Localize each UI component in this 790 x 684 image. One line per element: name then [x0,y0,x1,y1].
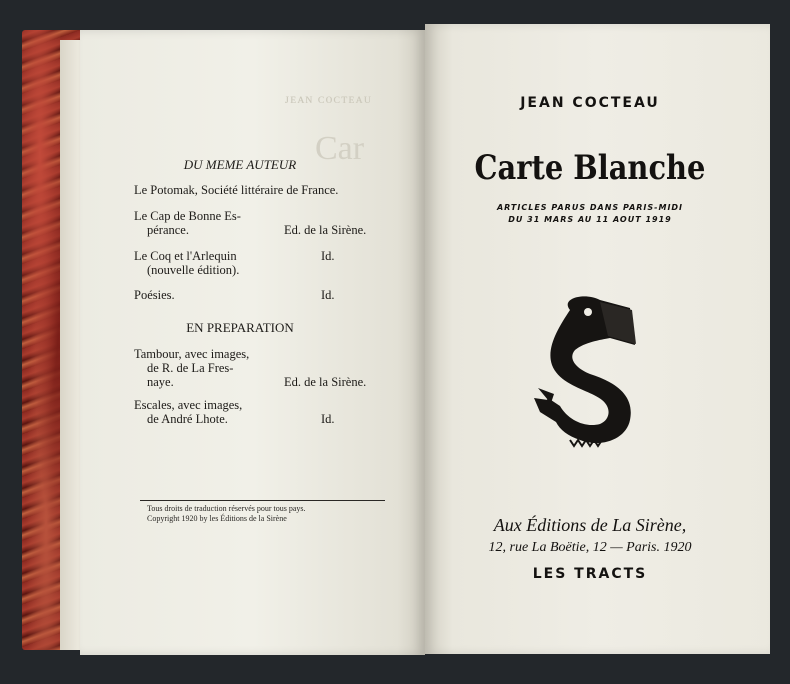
work-title-1: Le Potomak, Société littéraire de France. [134,183,339,197]
work-publisher-3: Id. [321,249,335,263]
rights-note-2: Copyright 1920 by les Éditions de la Sirène [147,514,287,523]
prep-publisher-1: Ed. de la Sirène. [284,375,367,389]
du-meme-auteur-heading: DU MEME AUTEUR [183,157,297,172]
work-title-3a: Le Coq et l'Arlequin [134,249,237,263]
prep-title-1c: naye. [147,375,174,389]
show-through-text: ᴊᴇᴀɴ ᴄᴏᴄᴛᴇᴀᴜ [285,92,373,107]
prep-title-1b: de R. de La Fres- [147,361,234,375]
work-title-2b: pérance. [147,223,189,237]
show-through-title: Car [315,130,365,167]
prep-title-1a: Tambour, avec images, [134,347,250,361]
book-title: Carte Blanche [474,148,706,188]
left-page [80,30,425,655]
en-preparation-heading: EN PREPARATION [186,320,294,335]
address-line: 12, rue La Boëtie, 12 — Paris. 1920 [488,540,692,555]
work-title-2a: Le Cap de Bonne Es- [134,209,241,223]
publisher-line: Aux Éditions de La Sirène, [493,515,687,535]
siren-s-emblem [530,290,645,450]
prep-title-2b: de André Lhote. [147,412,228,426]
prep-publisher-2: Id. [321,412,335,426]
work-title-4: Poésies. [134,288,175,302]
author-name: JEAN COCTEAU [520,95,660,111]
series-name: LES TRACTS [532,566,648,582]
subtitle-line-1: ARTICLES PARUS DANS PARIS-MIDI [496,203,684,212]
footer-rule [140,500,385,501]
rights-note-1: Tous droits de traduction réservés pour tous pays. [147,504,306,513]
work-publisher-2: Ed. de la Sirène. [284,223,367,237]
work-title-3b: (nouvelle édition). [147,263,240,277]
subtitle-line-2: DU 31 MARS AU 11 AOUT 1919 [508,215,672,224]
work-publisher-4: Id. [321,288,335,302]
prep-title-2a: Escales, avec images, [134,398,243,412]
